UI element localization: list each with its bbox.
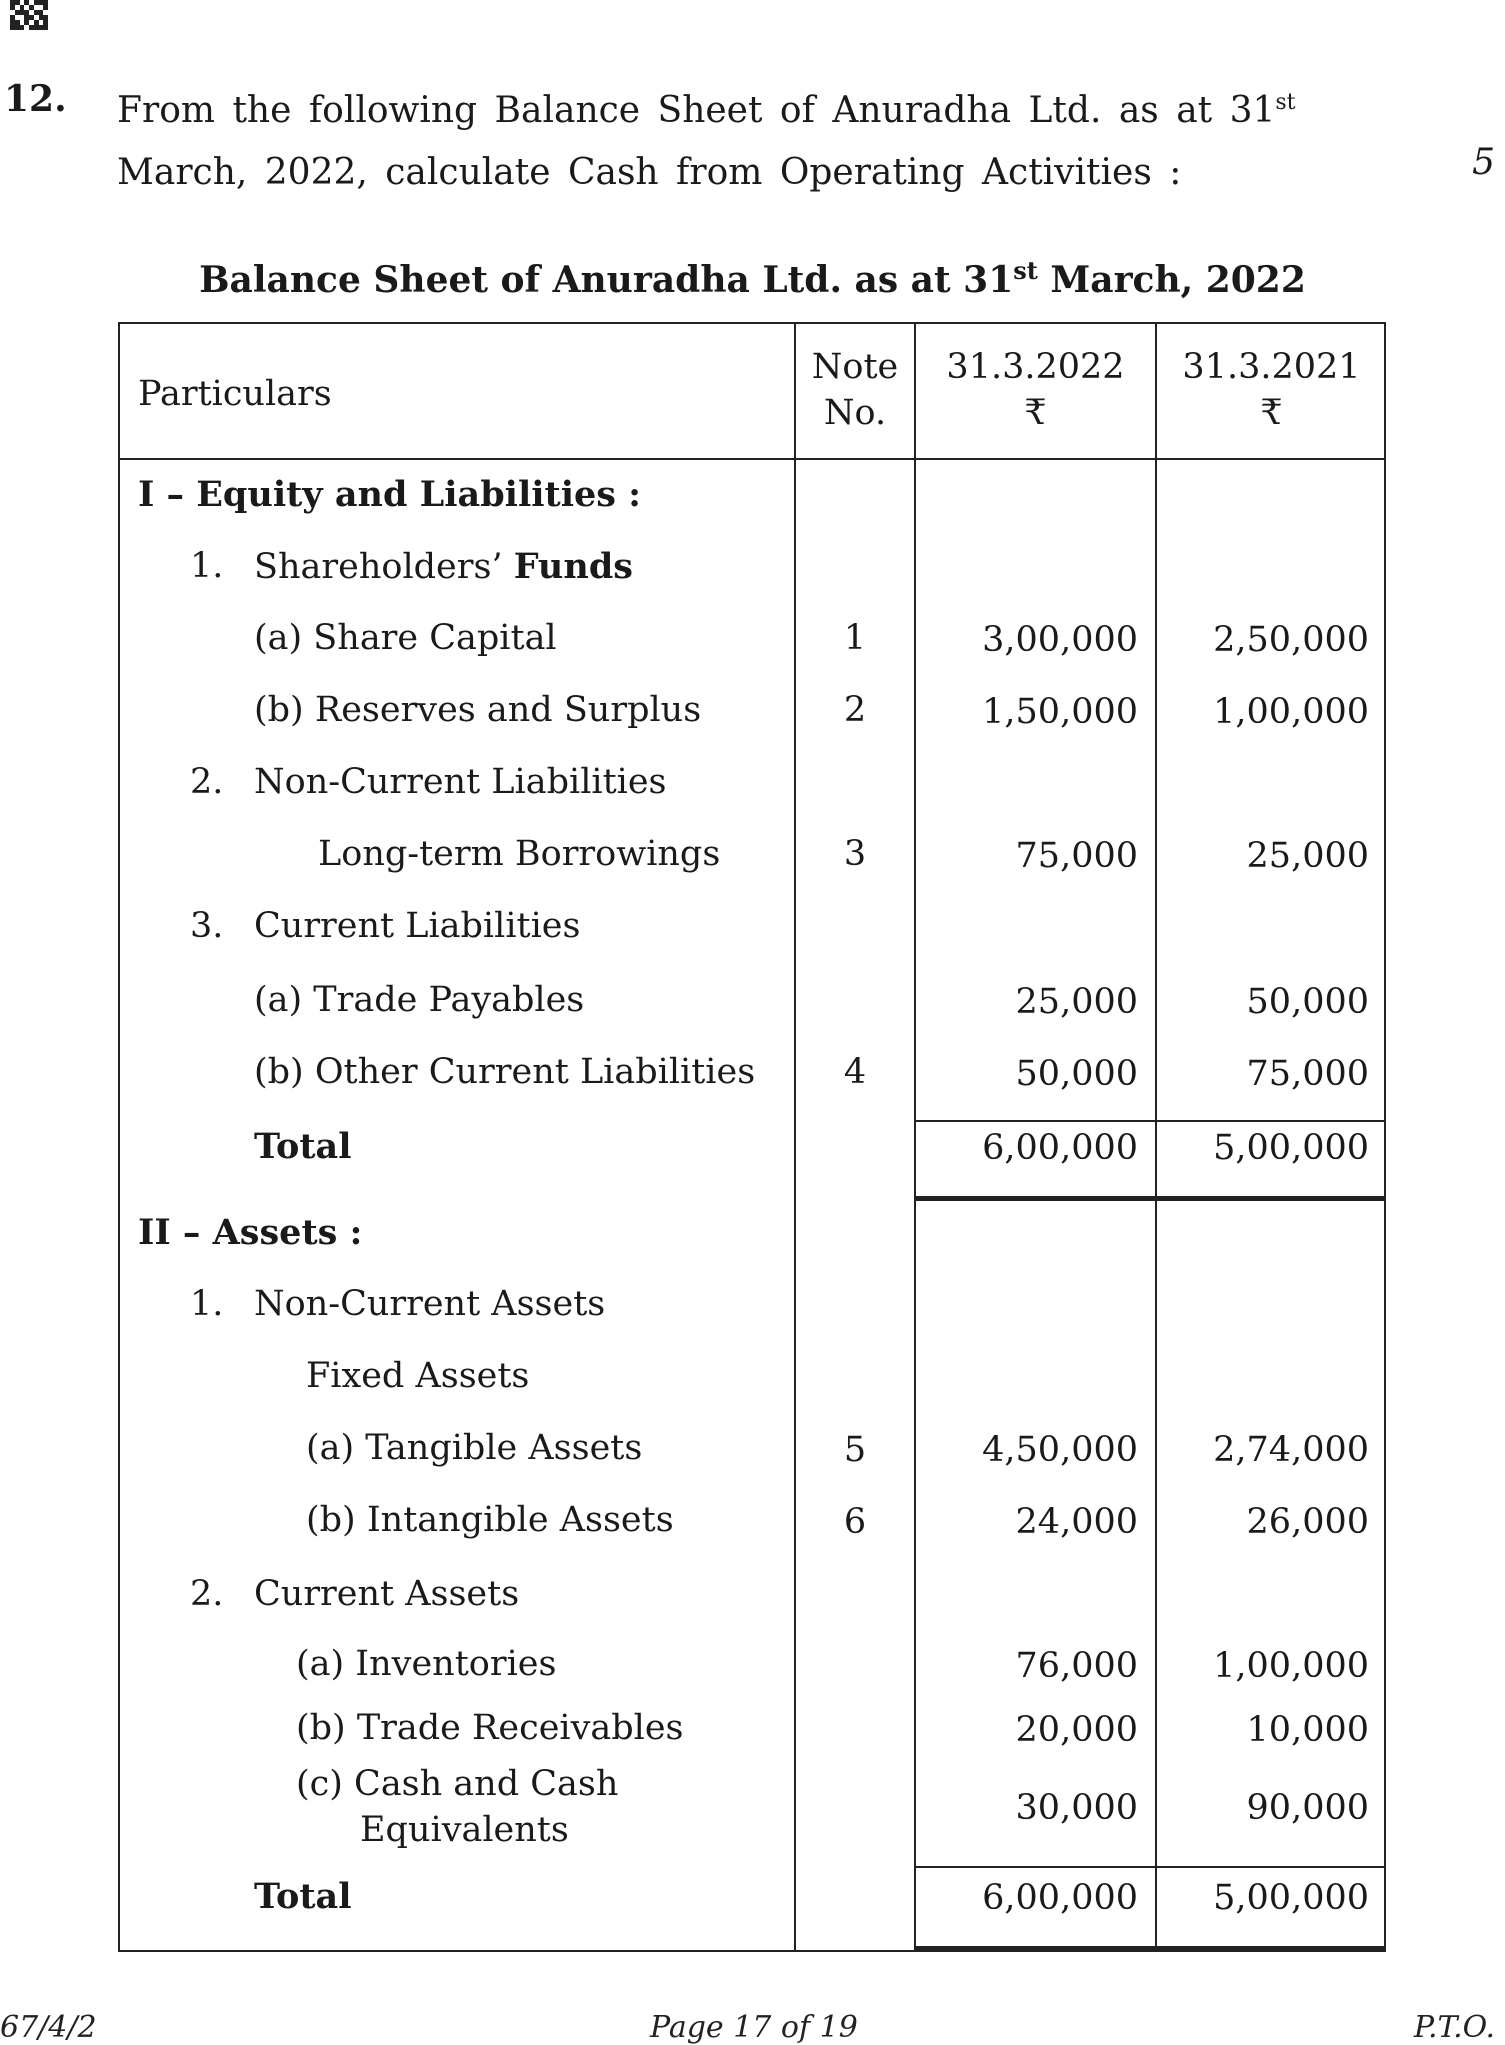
page-number: Page 17 of 19: [650, 2010, 858, 2045]
row-label-intangible-assets: (b) Intangible Assets: [306, 1500, 674, 1540]
column-divider: [794, 324, 796, 1950]
value-2021: 26,000: [1246, 1502, 1369, 1542]
row-label-shareholders-funds: Shareholders’ Funds: [254, 546, 634, 587]
row-number: 3.: [190, 906, 224, 946]
header-divider: [120, 458, 1384, 460]
value-2022: 1,50,000: [982, 692, 1138, 732]
row-number: 1.: [190, 1284, 224, 1324]
value-2022: 75,000: [1015, 836, 1138, 876]
total-2021: 5,00,000: [1213, 1128, 1369, 1168]
balance-sheet-title: Balance Sheet of Anuradha Ltd. as at 31st March, 2022: [199, 256, 1306, 301]
balance-sheet-table: [118, 322, 1386, 1952]
section-heading-equity: I – Equity and Liabilities :: [138, 474, 642, 515]
row-label-share-capital: (a) Share Capital: [254, 618, 557, 658]
note-number: 4: [843, 1052, 867, 1092]
value-2021: 75,000: [1246, 1054, 1369, 1094]
question-text: From the following Balance Sheet of Anuradha Ltd. as at 31st March, 2022, calculate Cash from Operating Activities :: [117, 90, 1296, 193]
question-marks: 5: [1472, 142, 1495, 183]
row-label-other-current-liabilities: (b) Other Current Liabilities: [254, 1052, 756, 1092]
value-2022: 4,50,000: [982, 1430, 1138, 1470]
value-2021: 90,000: [1246, 1788, 1369, 1828]
value-2021: 25,000: [1246, 836, 1369, 876]
row-label-total: Total: [254, 1876, 352, 1917]
total-2022: 6,00,000: [982, 1128, 1138, 1168]
paper-code: 67/4/2: [0, 2010, 97, 2045]
header-note-no: Note No.: [811, 347, 899, 433]
qr-code-image: [10, 0, 48, 30]
value-2021: 2,74,000: [1213, 1430, 1369, 1470]
value-2022: 30,000: [1015, 1788, 1138, 1828]
row-label-fixed-assets: Fixed Assets: [306, 1356, 530, 1396]
row-label-cash-and-cash-equivalents: (c) Cash and Cash: [296, 1764, 619, 1804]
value-2022: 3,00,000: [982, 620, 1138, 660]
section-heading-assets: II – Assets :: [138, 1212, 363, 1253]
header-particulars: Particulars: [138, 374, 332, 414]
total-2021: 5,00,000: [1213, 1878, 1369, 1918]
value-2021: 10,000: [1246, 1710, 1369, 1750]
note-number: 2: [843, 690, 867, 730]
total-double-rule: [914, 1196, 1386, 1201]
row-label-current-assets: Current Assets: [254, 1574, 520, 1614]
total-double-rule: [914, 1946, 1386, 1951]
row-number: 2.: [190, 1574, 224, 1614]
value-2022: 24,000: [1015, 1502, 1138, 1542]
row-number: 2.: [190, 762, 224, 802]
row-number: 1.: [190, 546, 224, 586]
row-label-long-term-borrowings: Long-term Borrowings: [318, 834, 721, 874]
total-rule: [914, 1120, 1386, 1122]
value-2021: 1,00,000: [1213, 1646, 1369, 1686]
total-2022: 6,00,000: [982, 1878, 1138, 1918]
row-label-reserves-surplus: (b) Reserves and Surplus: [254, 690, 702, 730]
value-2021: 50,000: [1246, 982, 1369, 1022]
row-label-cash-and-cash-equivalents-line2: Equivalents: [360, 1810, 569, 1850]
note-number: 6: [843, 1502, 867, 1542]
value-2022: 76,000: [1015, 1646, 1138, 1686]
value-2022: 20,000: [1015, 1710, 1138, 1750]
row-label-inventories: (a) Inventories: [296, 1644, 557, 1684]
note-number: 5: [843, 1430, 867, 1470]
pto-label: P.T.O.: [1413, 2010, 1495, 2045]
total-rule: [914, 1866, 1386, 1868]
row-label-tangible-assets: (a) Tangible Assets: [306, 1428, 643, 1468]
row-label-non-current-assets: Non-Current Assets: [254, 1284, 606, 1324]
row-label-total: Total: [254, 1126, 352, 1167]
header-year-2022: 31.3.2022 ₹: [946, 347, 1125, 433]
row-label-non-current-liabilities: Non-Current Liabilities: [254, 762, 667, 802]
note-number: 1: [843, 618, 867, 658]
row-label-trade-payables: (a) Trade Payables: [254, 980, 585, 1020]
question-number: 12.: [4, 78, 67, 120]
row-label-current-liabilities: Current Liabilities: [254, 906, 581, 946]
row-label-trade-receivables: (b) Trade Receivables: [296, 1708, 684, 1748]
note-number: 3: [843, 834, 867, 874]
header-year-2021: 31.3.2021 ₹: [1182, 347, 1361, 433]
value-2022: 50,000: [1015, 1054, 1138, 1094]
value-2021: 2,50,000: [1213, 620, 1369, 660]
value-2021: 1,00,000: [1213, 692, 1369, 732]
value-2022: 25,000: [1015, 982, 1138, 1022]
